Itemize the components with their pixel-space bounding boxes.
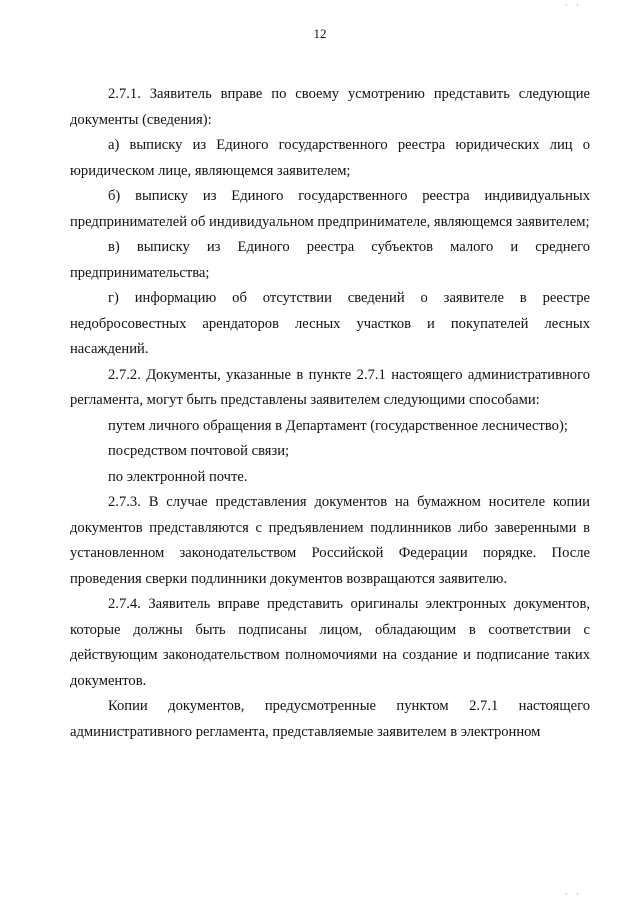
paragraph-item-v: в) выписку из Единого реестра субъектов малого и среднего предпринимательства; — [70, 239, 590, 281]
document-body — [70, 82, 590, 745]
scan-mark-bottom: · · — [564, 889, 582, 899]
scan-mark-top: · · — [564, 0, 582, 10]
page-number: 12 — [313, 26, 327, 41]
paragraph-2-7-2: 2.7.2. Документы, указанные в пункте 2.7.1 настоящего административного регламента, могут быть представлены заявителем следующими способами: — [70, 366, 590, 408]
paragraph-item-a: а) выписку из Единого государственного реестра юридических лиц о юридическом лице, являющемся заявителем; — [70, 137, 590, 179]
paragraph-2-7-1: 2.7.1. Заявитель вправе по своему усмотрению представить следующие документы (сведения): — [70, 86, 590, 128]
paragraph-method-personal: путем личного обращения в Департамент (государственное лесничество); — [108, 417, 568, 434]
paragraph-2-7-4: 2.7.4. Заявитель вправе представить оригиналы электронных документов, которые должны быть подписаны лицом, обладающим в соответствии с действующим законодательством полномочиями на создание и подписание таких документов. — [70, 596, 590, 689]
paragraph-copies: Копии документов, предусмотренные пунктом 2.7.1 настоящего административного регламента, представляемые заявителем в электронном — [70, 698, 590, 740]
paragraph-2-7-3: 2.7.3. В случае представления документов на бумажном носителе копии документов представляются с предъявлением подлинников либо заверенными в установленном законодательством Российской Федерации порядке. После проведения сверки подлинники документов возвращаются заявителю. — [70, 494, 590, 587]
paragraph-item-b: б) выписку из Единого государственного реестра индивидуальных предпринимателей об индивидуальном предпринимателе, являющемся заявителем; — [70, 188, 590, 230]
paragraph-method-email: по электронной почте. — [108, 468, 248, 485]
paragraph-item-g: г) информацию об отсутствии сведений о заявителе в реестре недобросовестных арендаторов лесных участков и покупателей лесных насаждений. — [70, 290, 590, 357]
paragraph-method-post: посредством почтовой связи; — [108, 443, 290, 459]
